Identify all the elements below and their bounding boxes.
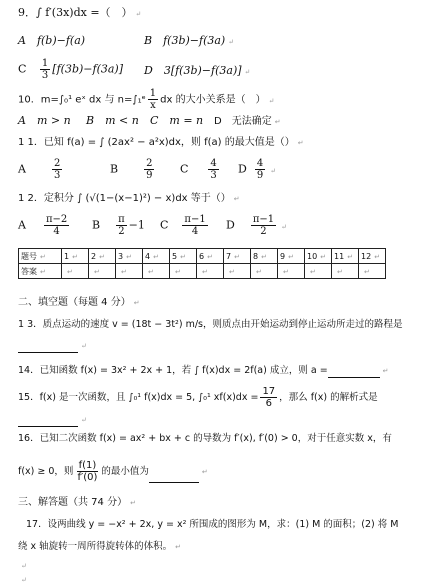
q15-answer-line <box>18 412 433 427</box>
para-mark: ↵ <box>153 252 159 261</box>
question-number: 6 <box>199 251 205 261</box>
q14-stem <box>18 364 433 378</box>
answer-blank <box>18 426 78 427</box>
answer-blank <box>18 352 78 353</box>
para-mark: ↵ <box>233 195 240 203</box>
q10-stem-tail: dx 的大小关系是（ ） <box>160 94 266 106</box>
para-mark: ↵ <box>207 252 213 261</box>
para-mark: ↵ <box>201 468 208 476</box>
question-number: 1 <box>64 251 70 261</box>
q10-fraction <box>148 88 158 111</box>
q9-option-a-text: A f(b)−f(a) <box>18 34 86 47</box>
para-mark: ↵ <box>281 222 288 231</box>
para-mark: ↵ <box>81 416 87 424</box>
para-mark: ↵ <box>130 499 136 507</box>
q16-line2-tail: 的最小值为 <box>101 466 149 477</box>
q10-option-d <box>214 112 281 127</box>
answer-cell <box>89 264 116 279</box>
q9-option-c-text: [f(3b)−f(3a)] <box>52 62 124 76</box>
q9-stem <box>18 6 433 21</box>
question-number: 11 <box>334 251 345 261</box>
fraction-denominator: 3 <box>210 170 217 181</box>
para-mark: ↵ <box>228 38 235 46</box>
para-mark: ↵ <box>283 267 289 276</box>
option-label: A <box>18 162 26 176</box>
q15-fraction <box>260 386 277 409</box>
empty-paragraph <box>18 572 433 587</box>
fraction-numerator: 1 <box>149 88 157 99</box>
option-tail: −1 <box>128 218 145 232</box>
q9-option-b-text: B f(3b)−f(3a) <box>144 34 226 47</box>
table-number-cell <box>251 249 278 264</box>
table-number-cell <box>224 249 251 264</box>
question-number: 4 <box>145 251 151 261</box>
option-fraction <box>182 214 207 237</box>
option-fraction <box>255 158 265 181</box>
para-mark: ↵ <box>288 252 294 261</box>
table-number-cell <box>143 249 170 264</box>
answer-cell <box>278 264 305 279</box>
option-label: D <box>226 218 235 232</box>
q9-option-d <box>144 62 250 78</box>
section-2-heading <box>18 296 433 310</box>
fraction-denominator: 9 <box>146 170 153 181</box>
option-label: B <box>110 162 119 176</box>
fraction-denominator: 4 <box>53 226 60 237</box>
q13-answer-line <box>18 338 433 353</box>
para-mark: ↵ <box>261 252 267 261</box>
para-mark: ↵ <box>175 267 181 276</box>
fraction-numerator: π <box>118 214 125 225</box>
table-number-cell <box>278 249 305 264</box>
para-mark: ↵ <box>229 267 235 276</box>
option-label: B <box>92 218 101 232</box>
q16-fraction <box>75 460 99 483</box>
question-number: 8 <box>253 251 259 261</box>
para-mark: ↵ <box>268 96 275 105</box>
para-mark: ↵ <box>21 576 27 584</box>
q12-option-a <box>18 214 71 237</box>
answer-blank <box>328 377 380 378</box>
q9-option-c <box>18 58 123 81</box>
q13-stem <box>18 318 433 332</box>
question-number: 7 <box>226 251 232 261</box>
option-label: D <box>238 162 247 176</box>
q17-line2 <box>18 540 433 554</box>
answer-table <box>18 248 386 279</box>
q16-text: 16．已知二次函数 f(x) = ax² + bx + c 的导数为 f′(x), f′(0) > 0，对于任意实数 x，有 <box>18 433 392 444</box>
answer-cell <box>305 264 332 279</box>
para-mark: ↵ <box>126 252 132 261</box>
q16-stem <box>18 432 433 446</box>
answer-table-number-row <box>19 249 386 264</box>
q15-stem <box>18 386 433 409</box>
option-fraction <box>144 158 154 181</box>
fraction-numerator: 2 <box>146 158 153 169</box>
option-label: C <box>180 162 189 176</box>
q10-stem-text: 10．m=∫₀¹ eˣ dx 与 n=∫₁ᵉ <box>18 94 146 106</box>
table-number-cell <box>359 249 386 264</box>
para-mark: ↵ <box>234 252 240 261</box>
q12-stem-text: 1 2．定积分 ∫ (√(1−(x−1)²) − x)dx 等于（） <box>18 193 231 204</box>
answer-cell <box>143 264 170 279</box>
table-number-cell <box>62 249 89 264</box>
fraction-denominator: f′(0) <box>77 472 98 483</box>
option-fraction <box>44 214 69 237</box>
para-mark: ↵ <box>40 252 46 261</box>
question-number: 9 <box>280 251 286 261</box>
option-fraction <box>251 214 276 237</box>
answer-blank <box>149 482 199 483</box>
fraction-numerator: 2 <box>53 158 61 169</box>
question-number: 2 <box>91 251 97 261</box>
q10-stem <box>18 88 433 111</box>
answer-cell <box>224 264 251 279</box>
fraction-numerator: 4 <box>210 158 217 169</box>
section-3-text: 三、解答题（共 74 分） <box>18 497 128 508</box>
fraction-numerator: 17 <box>262 386 276 397</box>
para-mark: ↵ <box>99 252 105 261</box>
fraction-numerator: 4 <box>256 158 264 169</box>
question-number: 10 <box>307 251 318 261</box>
q12-option-d <box>226 214 287 237</box>
answer-cell <box>251 264 278 279</box>
q15-text: 15．f(x) 是一次函数，且 ∫₀¹ f(x)dx = 5, ∫₀¹ xf(x)dx = <box>18 392 259 403</box>
q9-option-d-text: D 3[f(3b)−f(3a)] <box>144 64 242 77</box>
q11-option-c <box>180 158 221 181</box>
fraction-numerator: π−2 <box>45 214 68 225</box>
q10-option-c: C m = n <box>150 114 204 127</box>
q10-option-d-text: D 无法确定 <box>214 116 272 127</box>
table-number-cell <box>89 249 116 264</box>
table-number-cell <box>170 249 197 264</box>
q11-option-d <box>238 158 276 181</box>
fraction-denominator: 3 <box>53 170 61 181</box>
fraction-denominator: x <box>150 100 156 111</box>
q11-stem-text: 1 1．已知 f(a) = ∫ (2ax² − a²x)dx，则 f(a) 的最大值是（） <box>18 137 295 148</box>
para-mark: ↵ <box>121 267 127 276</box>
para-mark: ↵ <box>81 342 87 350</box>
q9-stem-text: 9．∫ f′(3x)dx =（ ） <box>18 6 133 19</box>
option-fraction <box>116 214 127 237</box>
answer-cell <box>359 264 386 279</box>
para-mark: ↵ <box>297 139 304 147</box>
q9-option-b <box>144 32 234 48</box>
answer-cell <box>332 264 359 279</box>
question-number: 3 <box>118 251 124 261</box>
para-mark: ↵ <box>67 267 73 276</box>
answer-cell <box>116 264 143 279</box>
para-mark: ↵ <box>274 118 281 126</box>
table-head-label: 答案 <box>21 266 37 276</box>
section-2-text: 二、填空题（每题 4 分） <box>18 297 131 308</box>
para-mark: ↵ <box>133 299 140 307</box>
fraction-denominator: 6 <box>265 398 272 409</box>
option-label: C <box>160 218 169 232</box>
para-mark: ↵ <box>135 10 142 18</box>
q12-stem <box>18 192 433 206</box>
q12-option-b <box>92 214 145 237</box>
q14-text: 14．已知函数 f(x) = 3x² + 2x + 1，若 ∫ f(x)dx = 2f(a) 成立，则 a = <box>18 365 328 376</box>
table-head-cell <box>19 249 62 264</box>
question-number: 5 <box>172 251 178 261</box>
fraction-numerator: 1 <box>41 58 49 69</box>
table-head-label: 题号 <box>21 251 37 261</box>
para-mark: ↵ <box>310 267 316 276</box>
fraction-numerator: f(1) <box>78 460 97 471</box>
para-mark: ↵ <box>148 267 154 276</box>
answer-cell <box>197 264 224 279</box>
q17-text: 17．设两曲线 y = −x² + 2x, y = x² 所围成的图形为 M，求：(1) M 的面积；(2) 将 M <box>26 519 399 530</box>
para-mark: ↵ <box>374 252 381 261</box>
q9-option-c-fraction <box>40 58 50 81</box>
para-mark: ↵ <box>40 267 46 276</box>
fraction-numerator: π−1 <box>184 214 206 225</box>
table-number-cell <box>332 249 359 264</box>
para-mark: ↵ <box>180 252 186 261</box>
q11-stem <box>18 136 433 150</box>
q16-line2-text: f(x) ≥ 0，则 <box>18 466 74 477</box>
para-mark: ↵ <box>72 252 78 261</box>
q15-text-tail: ，那么 f(x) 的解析式是 <box>279 392 378 403</box>
para-mark: ↵ <box>364 267 370 276</box>
para-mark: ↵ <box>347 252 354 261</box>
q17-stem <box>26 518 433 532</box>
q9-option-a <box>18 32 85 48</box>
q11-option-a <box>18 158 64 181</box>
option-fraction <box>208 158 218 181</box>
q16-line2 <box>18 460 433 483</box>
answer-cell <box>62 264 89 279</box>
section-3-heading <box>18 496 433 510</box>
option-label: A <box>18 218 26 232</box>
table-number-cell <box>197 249 224 264</box>
para-mark: ↵ <box>270 166 277 175</box>
q11-option-b <box>110 158 156 181</box>
table-head-cell <box>19 264 62 279</box>
para-mark: ↵ <box>94 267 100 276</box>
option-fraction <box>52 158 62 181</box>
empty-paragraph <box>18 558 433 573</box>
fraction-denominator: 3 <box>41 70 49 81</box>
table-number-cell <box>116 249 143 264</box>
q12-option-c <box>160 214 210 237</box>
para-mark: ↵ <box>337 267 343 276</box>
question-number: 12 <box>361 251 372 261</box>
q9-option-c-label: C <box>18 62 27 76</box>
para-mark: ↵ <box>202 267 208 276</box>
q10-option-b: B m < n <box>86 114 139 127</box>
answer-cell <box>170 264 197 279</box>
para-mark: ↵ <box>21 562 27 570</box>
fraction-numerator: π−1 <box>252 214 275 225</box>
answer-table-answer-row <box>19 264 386 279</box>
table-number-cell <box>305 249 332 264</box>
q13-text: 1 3．质点运动的速度 v = (18t − 3t²) m/s，则质点由开始运动到停止运动所走过的路程是 <box>18 319 403 330</box>
para-mark: ↵ <box>244 68 251 76</box>
fraction-denominator: 4 <box>191 226 199 237</box>
fraction-denominator: 9 <box>256 170 264 181</box>
para-mark: ↵ <box>382 367 389 375</box>
q17-line2-text: 绕 x 轴旋转一周所得旋转体的体积。 <box>18 541 173 552</box>
q10-option-a: A m > n <box>18 114 71 127</box>
para-mark: ↵ <box>175 543 182 551</box>
para-mark: ↵ <box>320 252 327 261</box>
para-mark: ↵ <box>256 267 262 276</box>
fraction-denominator: 2 <box>118 226 125 237</box>
fraction-denominator: 2 <box>260 226 267 237</box>
